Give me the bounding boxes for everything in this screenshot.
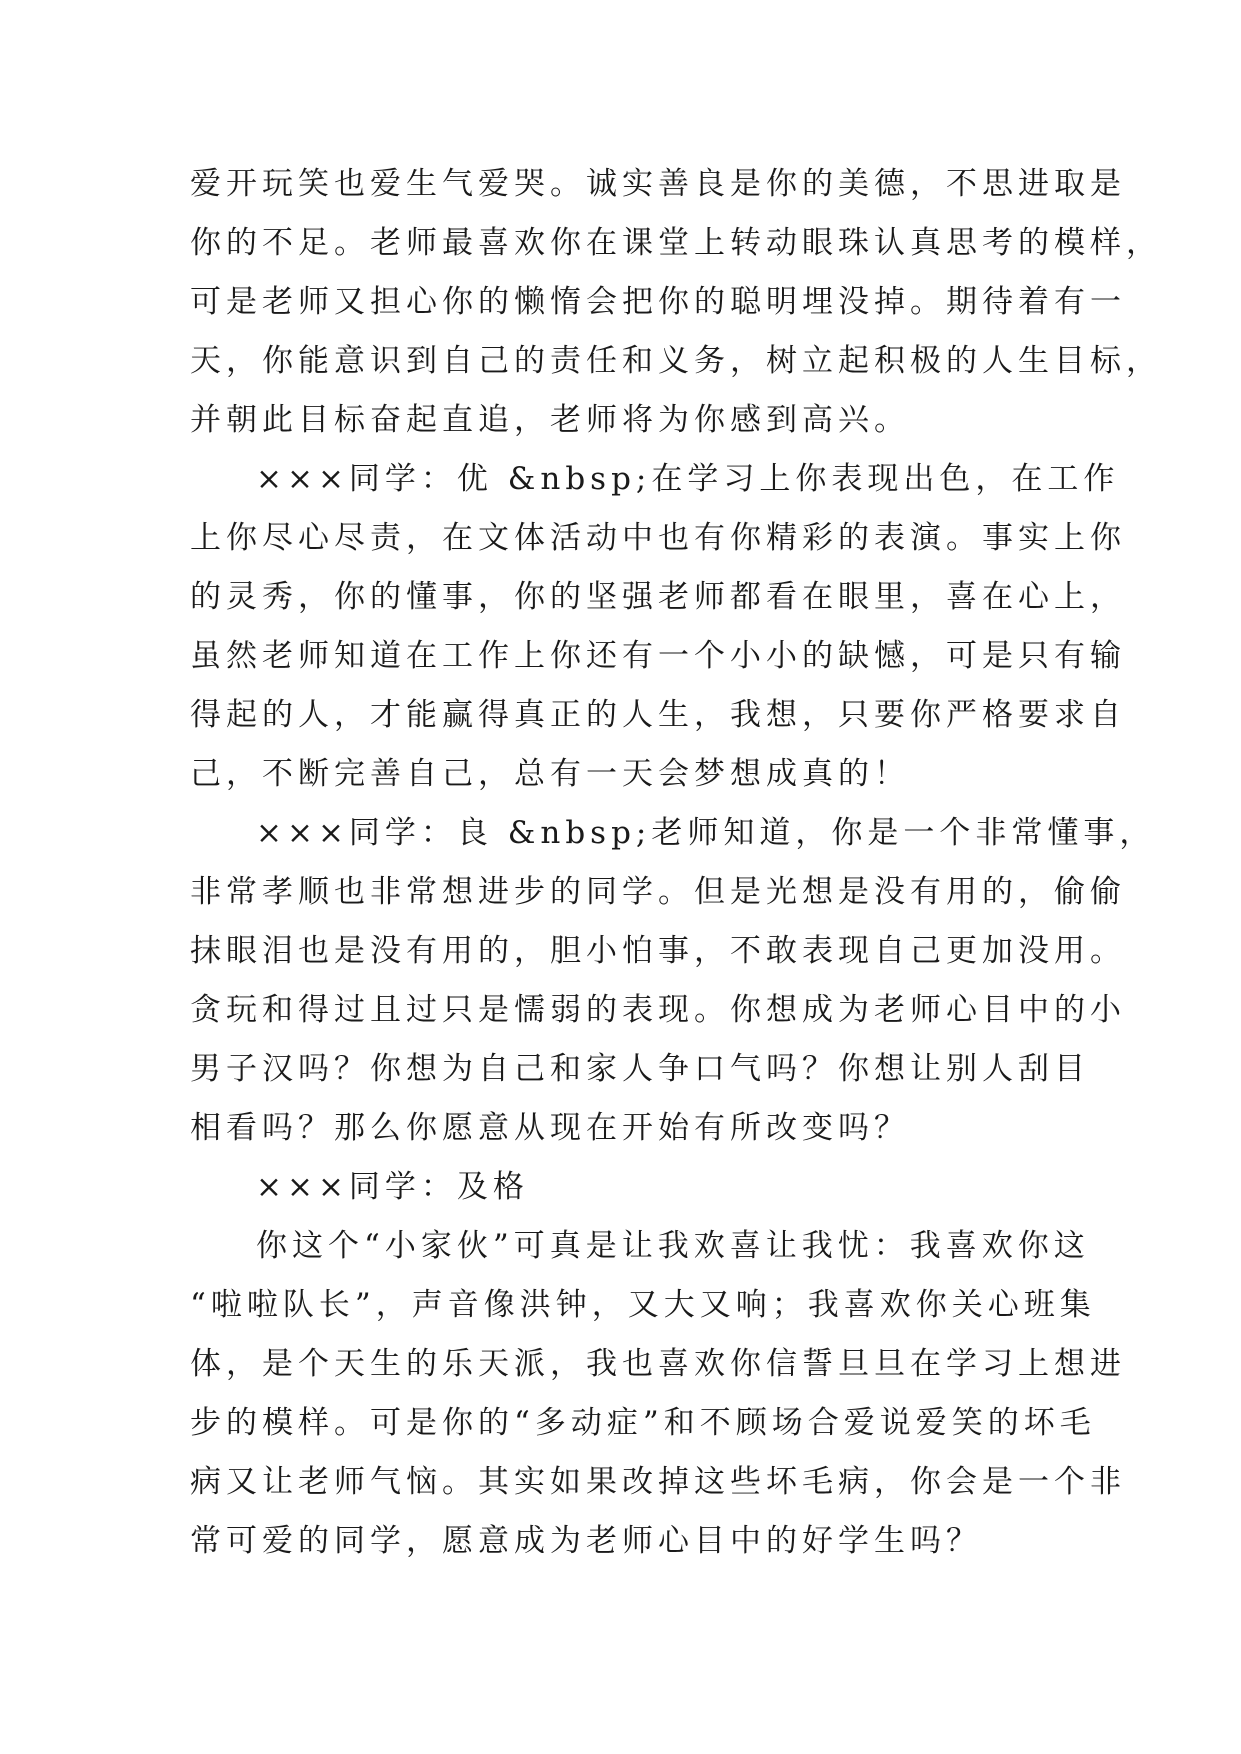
text-line: ×××同学：良 &nbsp;老师知道，你是一个非常懂事， [256, 815, 1156, 851]
text-line: 虽然老师知道在工作上你还有一个小小的缺憾，可是只有输 [190, 638, 1126, 674]
text-line: 贪玩和得过且过只是懦弱的表现。你想成为老师心目中的小 [190, 992, 1126, 1028]
text-line: 的灵秀，你的懂事，你的坚强老师都看在眼里，喜在心上， [190, 579, 1126, 615]
text-line: 可是老师又担心你的懒惰会把你的聪明埋没掉。期待着有一 [190, 284, 1126, 320]
document-body [190, 155, 1162, 1571]
paragraph-5 [190, 1217, 1126, 1571]
text-line: 你这个“小家伙”可真是让我欢喜让我忧：我喜欢你这 [256, 1228, 1090, 1264]
text-line: 相看吗？那么你愿意从现在开始有所改变吗？ [190, 1110, 910, 1146]
paragraph-2 [190, 450, 1126, 804]
text-line: 步的模样。可是你的“多动症”和不顾场合爱说爱笑的坏毛 [190, 1405, 1096, 1441]
text-line: 你的不足。老师最喜欢你在课堂上转动眼珠认真思考的模样， [190, 225, 1162, 261]
text-line: 常可爱的同学，愿意成为老师心目中的好学生吗？ [190, 1523, 982, 1559]
text-line: 并朝此目标奋起直追，老师将为你感到高兴。 [190, 402, 910, 438]
text-line: “啦啦队长”，声音像洪钟，又大又响；我喜欢你关心班集 [190, 1287, 1096, 1323]
text-line: 男子汉吗？你想为自己和家人争口气吗？你想让别人刮目 [190, 1051, 1090, 1087]
text-line: 己，不断完善自己，总有一天会梦想成真的！ [190, 756, 910, 792]
text-line: 病又让老师气恼。其实如果改掉这些坏毛病，你会是一个非 [190, 1464, 1126, 1500]
text-line: 得起的人，才能赢得真正的人生，我想，只要你严格要求自 [190, 697, 1126, 733]
paragraph-4 [190, 1158, 1090, 1217]
text-line: ×××同学：及格 [256, 1169, 529, 1205]
text-line: 上你尽心尽责，在文体活动中也有你精彩的表演。事实上你 [190, 520, 1126, 556]
paragraph-3 [190, 804, 1156, 1158]
text-line: 体，是个天生的乐天派，我也喜欢你信誓旦旦在学习上想进 [190, 1346, 1126, 1382]
text-line: 非常孝顺也非常想进步的同学。但是光想是没有用的，偷偷 [190, 874, 1126, 910]
paragraph-1 [190, 155, 1162, 450]
text-line: ×××同学：优 &nbsp;在学习上你表现出色，在工作 [256, 461, 1120, 497]
text-line: 抹眼泪也是没有用的，胆小怕事，不敢表现自己更加没用。 [190, 933, 1126, 969]
text-line: 天，你能意识到自己的责任和义务，树立起积极的人生目标， [190, 343, 1162, 379]
text-line: 爱开玩笑也爱生气爱哭。诚实善良是你的美德，不思进取是 [190, 166, 1126, 202]
